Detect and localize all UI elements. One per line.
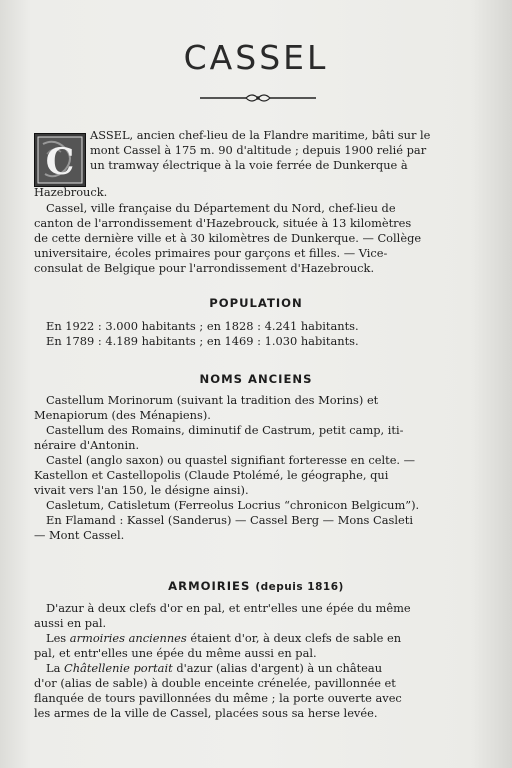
dropcap-decoration-icon [35, 134, 85, 186]
population-line-1: En 1922 : 3.000 habitants ; en 1828 : 4.241 habitants. [46, 319, 359, 333]
armoiries-line-8: les armes de la ville de Cassel, placées sous sa herse levée. [34, 706, 378, 720]
armoiries-les: Les [46, 631, 67, 645]
armoiries-line-1: D'azur à deux clefs d'or en pal, et entr'elles une épée du même [46, 601, 411, 615]
dropcap-ornament [34, 133, 86, 187]
population-line-2: En 1789 : 4.189 habitants ; en 1469 : 1.030 habitants. [46, 334, 359, 348]
population-heading: POPULATION [209, 296, 303, 310]
armoiries-line-4: pal, et entr'elles une épée du même aussi en pal. [34, 646, 317, 660]
noms-line-4: néraire d'Antonin. [34, 438, 140, 452]
para2-line-5: consulat de Belgique pour l'arrondissement d'Hazebrouck. [34, 261, 375, 275]
noms-anciens-heading: NOMS ANCIENS [199, 372, 313, 386]
armoiries-line-2: aussi en pal. [34, 616, 107, 630]
armoiries-heading: ARMOIRIES [168, 579, 251, 593]
para2-line-2: canton de l'arrondissement d'Hazebrouck, située à 13 kilomètres [34, 216, 412, 230]
armoiries-line-3 [34, 631, 460, 646]
intro-line-4: Hazebrouck. [34, 185, 108, 199]
population-block [34, 319, 460, 349]
noms-line-8: Casletum, Catisletum (Ferreolus Locrius “chronicon Belgicum”). [46, 498, 420, 512]
armoiries-anciennes: armoiries anciennes [69, 631, 187, 645]
noms-line-10: — Mont Cassel. [34, 528, 125, 542]
intro-lines-indented [90, 128, 456, 173]
para2-line-1: Cassel, ville française du Département du Nord, chef-lieu de [46, 201, 396, 215]
para2-line-3: de cette dernière ville et à 30 kilomètres de Dunkerque. — Collège [34, 231, 422, 245]
noms-line-9: En Flamand : Kassel (Sanderus) — Cassel Berg — Mons Casleti [46, 513, 413, 527]
para2-line-4: universitaire, écoles primaires pour garçons et filles. — Vice- [34, 246, 388, 260]
intro-line-2: mont Cassel à 175 m. 90 d'altitude ; depuis 1900 relié par [90, 143, 427, 157]
armoiries-la: La [46, 661, 61, 675]
armoiries-line-3-rest: étaient d'or, à deux clefs de sable en [190, 631, 402, 645]
armoiries-line-6: d'or (alias de sable) à double enceinte crénelée, pavillonnée et [34, 676, 396, 690]
title-ornament [198, 92, 318, 104]
armoiries-line-7: flanquée de tours pavillonnées du même ; la porte ouverte avec [34, 691, 402, 705]
armoiries-block [34, 601, 460, 721]
armoiries-line-5 [34, 661, 460, 676]
dropcap-letter: C [45, 141, 75, 183]
noms-line-3: Castellum des Romains, diminutif de Castrum, petit camp, iti- [46, 423, 404, 437]
intro-line-1: ASSEL, ancien chef-lieu de la Flandre maritime, bâti sur le [90, 128, 431, 142]
noms-line-5: Castel (anglo saxon) ou quastel signifiant forteresse en celte. — [46, 453, 416, 467]
paragraph-cassel [34, 201, 460, 276]
noms-anciens-block [34, 393, 460, 543]
noms-line-7: vivait vers l'an 150, le désigne ainsi). [34, 483, 249, 497]
noms-line-1: Castellum Morinorum (suivant la tradition des Morins) et [46, 393, 379, 407]
armoiries-heading-note: (depuis 1816) [255, 581, 344, 593]
armoiries-heading-row [0, 579, 512, 593]
armoiries-chatellenie: Châtellenie portait [63, 661, 173, 675]
page-title: CASSEL [183, 38, 329, 77]
armoiries-line-5-rest: d'azur (alias d'argent) à un château [176, 661, 383, 675]
intro-line-3: un tramway électrique à la voie ferrée de Dunkerque à [90, 158, 408, 172]
intro-line-4-block [34, 185, 460, 200]
noms-line-6: Kastellon et Castellopolis (Claude Ptolémé, le géographe, qui [34, 468, 389, 482]
noms-line-2: Menapiorum (des Ménapiens). [34, 408, 211, 422]
